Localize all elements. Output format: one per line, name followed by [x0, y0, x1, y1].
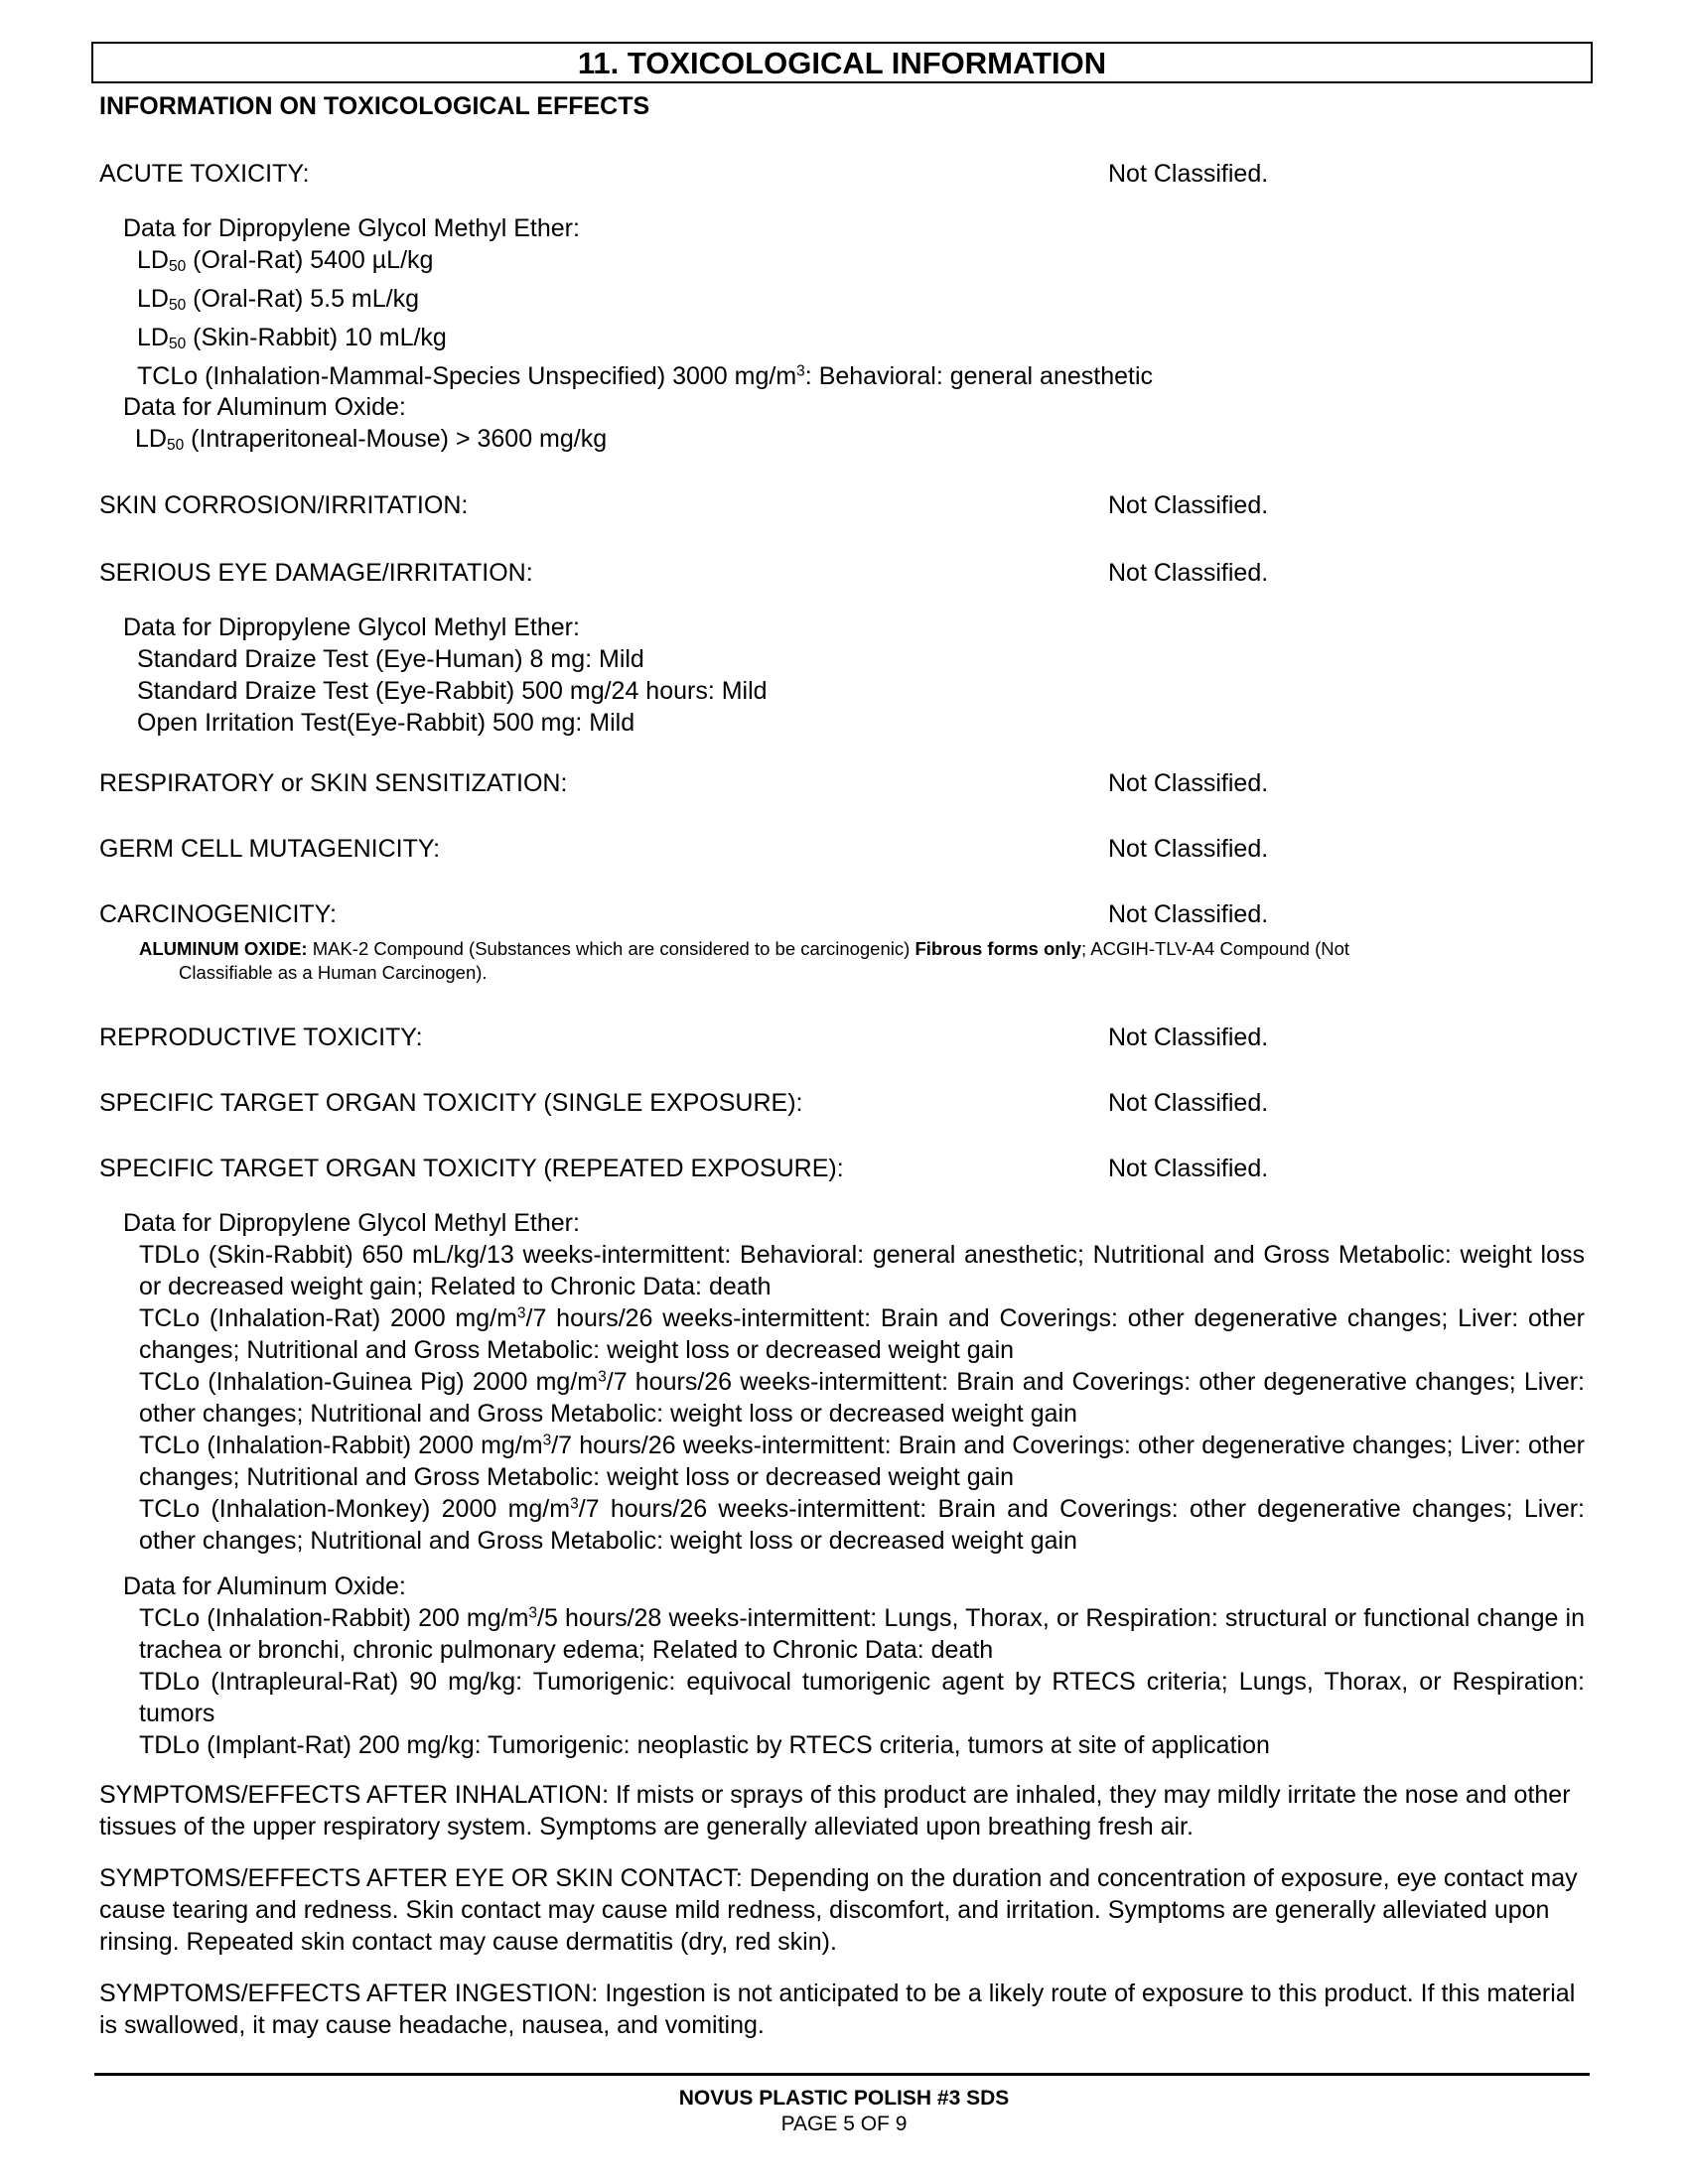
- stot-al-tdlo-implant: [117, 1729, 1585, 1761]
- superscript: 3: [516, 1304, 526, 1322]
- ld-value: (Skin-Rabbit) 10 mL/kg: [186, 324, 447, 352]
- stot-entry-text: TDLo (Implant-Rat) 200 mg/kg: Tumorigenic: neoplastic by RTECS criteria, tumors at site of application: [139, 1731, 1270, 1759]
- superscript: 3: [542, 1432, 552, 1449]
- acute-aluminum-data: [123, 391, 607, 462]
- stot-aluminum-header: Data for Aluminum Oxide:: [123, 1572, 406, 1600]
- carc-note-emphasis: Fibrous forms only: [914, 938, 1081, 959]
- superscript: 3: [570, 1495, 579, 1513]
- eye-test-line: Standard Draize Test (Eye-Human) 8 mg: Mild: [137, 645, 644, 673]
- section-title: 11. TOXICOLOGICAL INFORMATION: [91, 42, 1593, 83]
- stot-entry-text: [117, 1302, 1585, 1366]
- sensitization-label: RESPIRATORY or SKIN SENSITIZATION:: [99, 769, 568, 797]
- entry-part: TCLo (Inhalation-Rat) 2000 mg/m: [139, 1304, 517, 1332]
- eye-test-line: Open Irritation Test(Eye-Rabbit) 500 mg: Mild: [137, 709, 635, 737]
- ld-subscript: 50: [168, 258, 187, 276]
- stot-entry-text: [117, 1493, 1585, 1557]
- stot-dpgme-tclo-rabbit: [117, 1430, 1585, 1493]
- acute-toxicity-label: ACUTE TOXICITY:: [99, 160, 310, 188]
- stot-entry-text: [117, 1430, 1585, 1493]
- tclo-effect: : Behavioral: general anesthetic: [804, 362, 1154, 391]
- entry-part: /7 hours/26 weeks-intermittent: Brain and Coverings: other degenerative changes; Liver: other changes; Nutritional and Gross Metabolic: weight loss or decreased weight gain: [139, 1368, 1585, 1428]
- carc-note-line1: [139, 938, 1349, 959]
- ld-subscript: 50: [166, 437, 185, 455]
- entry-part: /5 hours/28 weeks-intermittent: Lungs, Thorax, or Respiration: structural or functional change in trachea or bronchi, chronic pulmonary edema; Related to Chronic Data: death: [139, 1604, 1585, 1664]
- symptoms-ingestion: SYMPTOMS/EFFECTS AFTER INGESTION: Ingestion is not anticipated to be a likely route of exposure to this product. If this material is swallowed, it may cause headache, nausea, and vomiting.: [99, 1979, 1576, 2039]
- entry-part: TCLo (Inhalation-Guinea Pig) 2000 mg/m: [139, 1368, 599, 1396]
- stot-dpgme-tclo-monkey: [117, 1493, 1585, 1557]
- stot-dpgme-tdlo-skin: [117, 1239, 1585, 1302]
- stot-entry-text: [117, 1366, 1585, 1430]
- stot-repeated-label: SPECIFIC TARGET ORGAN TOXICITY (REPEATED EXPOSURE):: [99, 1155, 844, 1182]
- mutagenicity-label: GERM CELL MUTAGENICITY:: [99, 835, 441, 863]
- stot-entry-text: TDLo (Skin-Rabbit) 650 mL/kg/13 weeks-intermittent: Behavioral: general anesthetic; Nutritional and Gross Metabolic: weight loss or decreased weight gain; Related to Chronic Data: death: [139, 1241, 1585, 1300]
- acute-ld50-oral-rat-1: [123, 244, 1153, 283]
- skin-corrosion-value: Not Classified.: [1108, 491, 1269, 519]
- superscript: 3: [528, 1604, 538, 1622]
- stot-entry-text: [117, 1602, 1585, 1666]
- stot-dpgme-tclo-guinea-pig: [117, 1366, 1585, 1430]
- ld-text: LD: [137, 246, 169, 274]
- carc-note-line2: Classifiable as a Human Carcinogen).: [179, 962, 488, 983]
- ld-value: (Oral-Rat) 5.5 mL/kg: [186, 285, 419, 314]
- acute-dpgme-data: [123, 212, 1153, 392]
- symptoms-eye-skin: SYMPTOMS/EFFECTS AFTER EYE OR SKIN CONTACT: Depending on the duration and concentration of exposure, eye contact may cause tearing and redness. Skin contact may cause mild redness, discomfort, and irritation. Symptoms are generally alleviated upon rinsing. Repeated skin contact may cause dermatitis (dry, red skin).: [99, 1864, 1578, 1956]
- mutagenicity-value: Not Classified.: [1108, 835, 1269, 863]
- superscript: 3: [598, 1368, 607, 1386]
- stot-dpgme-tclo-rat: [117, 1302, 1585, 1366]
- eye-damage-label: SERIOUS EYE DAMAGE/IRRITATION:: [99, 559, 533, 587]
- carcinogenicity-note: [139, 937, 1589, 985]
- skin-corrosion-label: SKIN CORROSION/IRRITATION:: [99, 491, 469, 519]
- carc-note-substance: ALUMINUM OXIDE:: [139, 938, 308, 959]
- stot-single-value: Not Classified.: [1108, 1089, 1269, 1117]
- eye-test-line: Standard Draize Test (Eye-Rabbit) 500 mg/24 hours: Mild: [137, 677, 768, 705]
- ld-text: LD: [137, 324, 169, 352]
- sensitization-value: Not Classified.: [1108, 769, 1269, 797]
- reproductive-value: Not Classified.: [1108, 1024, 1269, 1051]
- eye-dpgme-header: Data for Dipropylene Glycol Methyl Ether:: [123, 614, 580, 641]
- acute-aluminum-header: Data for Aluminum Oxide:: [123, 393, 406, 421]
- acute-ld50-intraperitoneal: [123, 423, 607, 462]
- symptoms-inhalation: SYMPTOMS/EFFECTS AFTER INHALATION: If mists or sprays of this product are inhaled, they may mildly irritate the nose and other tissues of the upper respiratory system. Symptoms are generally alleviated upon breathing fresh air.: [99, 1781, 1571, 1841]
- stot-al-tdlo-intrapleural: [117, 1666, 1585, 1729]
- footer-document-title: NOVUS PLASTIC POLISH #3 SDS: [678, 2087, 1010, 2110]
- acute-ld50-oral-rat-2: [123, 283, 1153, 322]
- carcinogenicity-label: CARCINOGENICITY:: [99, 900, 337, 928]
- carcinogenicity-value: Not Classified.: [1108, 900, 1269, 928]
- entry-part: /7 hours/26 weeks-intermittent: Brain and Coverings: other degenerative changes; Liver: other changes; Nutritional and Gross Metabolic: weight loss or decreased weight gain: [139, 1432, 1586, 1491]
- entry-part: TCLo (Inhalation-Monkey) 2000 mg/m: [139, 1495, 571, 1523]
- eye-dpgme-data: [123, 612, 768, 739]
- entry-part: /7 hours/26 weeks-intermittent: Brain and Coverings: other degenerative changes; Liver: other changes; Nutritional and Gross Metabolic: weight loss or decreased weight gain: [139, 1304, 1585, 1364]
- entry-part: TCLo (Inhalation-Rabbit) 2000 mg/m: [139, 1432, 543, 1459]
- ld-subscript: 50: [168, 297, 187, 315]
- stot-repeated-value: Not Classified.: [1108, 1155, 1269, 1182]
- entry-part: /7 hours/26 weeks-intermittent: Brain and Coverings: other degenerative changes; Liver: other changes; Nutritional and Gross Metabolic: weight loss or decreased weight gain: [139, 1495, 1585, 1555]
- tclo-text: TCLo (Inhalation-Mammal-Species Unspecified) 3000 mg/m: [137, 362, 797, 391]
- reproductive-label: REPRODUCTIVE TOXICITY:: [99, 1024, 423, 1051]
- acute-toxicity-value: Not Classified.: [1108, 160, 1269, 188]
- footer-page-number: PAGE 5 OF 9: [780, 2113, 908, 2135]
- ld-value: (Intraperitoneal-Mouse) > 3600 mg/kg: [184, 425, 608, 453]
- ld-subscript: 50: [168, 336, 187, 353]
- entry-part: TCLo (Inhalation-Rabbit) 200 mg/m: [139, 1604, 529, 1632]
- stot-single-label: SPECIFIC TARGET ORGAN TOXICITY (SINGLE EXPOSURE):: [99, 1089, 803, 1117]
- eye-damage-value: Not Classified.: [1108, 559, 1269, 587]
- footer-divider: [94, 2073, 1590, 2076]
- stot-al-tclo-rabbit: [117, 1602, 1585, 1666]
- carc-note-text: MAK-2 Compound (Substances which are considered to be carcinogenic): [307, 938, 915, 959]
- stot-dpgme-header: Data for Dipropylene Glycol Methyl Ether:: [123, 1209, 580, 1237]
- section-subtitle: INFORMATION ON TOXICOLOGICAL EFFECTS: [99, 92, 650, 120]
- acute-tclo-inhalation: [123, 360, 1153, 392]
- stot-entry-text: TDLo (Intrapleural-Rat) 90 mg/kg: Tumorigenic: equivocal tumorigenic agent by RTECS criteria; Lungs, Thorax, or Respiration: tumors: [139, 1668, 1585, 1727]
- ld-value: (Oral-Rat) 5400 µL/kg: [186, 246, 434, 274]
- ld-text: LD: [135, 425, 167, 453]
- acute-dpgme-header: Data for Dipropylene Glycol Methyl Ether:: [123, 214, 580, 242]
- superscript: 3: [796, 362, 805, 380]
- acute-ld50-skin-rabbit: [123, 322, 1153, 360]
- carc-note-text: ; ACGIH-TLV-A4 Compound (Not: [1080, 938, 1350, 959]
- ld-text: LD: [137, 285, 169, 314]
